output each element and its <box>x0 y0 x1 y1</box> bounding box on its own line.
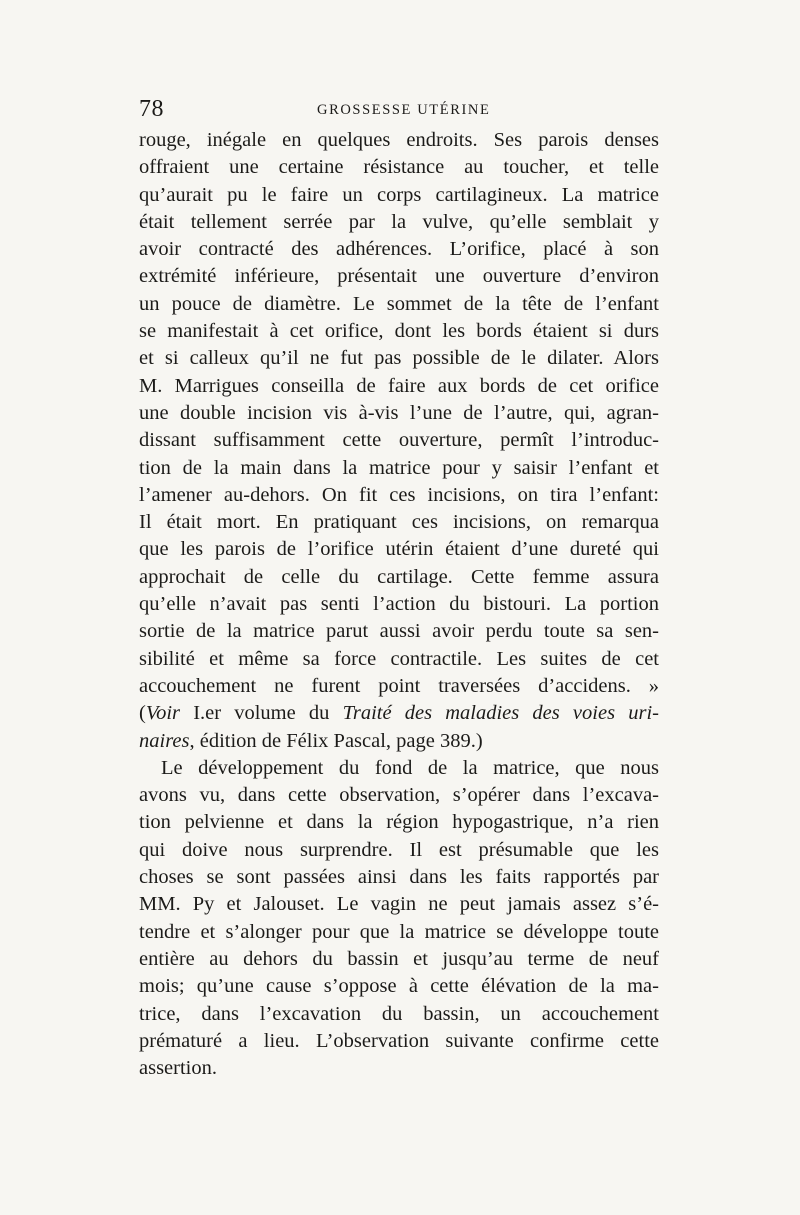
text-line: tion de la main dans la matrice pour y saisir l’enfant et <box>139 456 659 479</box>
text-line: sibilité et même sa force contractile. Les suites de cet <box>139 647 659 670</box>
text-line: que les parois de l’orifice utérin étaient d’une dureté qui <box>139 538 659 561</box>
text-line: qui doive nous surprendre. Il est présumable que les <box>139 838 659 861</box>
text-line: Le développement du fond de la matrice, que nous <box>161 756 659 779</box>
text-line: accouchement ne furent point traversées d’accidens. » <box>139 674 659 697</box>
text-line: se manifestait à cet orifice, dont les bords étaient si durs <box>139 320 659 343</box>
text-line: choses se sont passées ainsi dans les faits rapportés par <box>139 866 659 889</box>
text-line: entière au dehors du bassin et jusqu’au terme de neuf <box>139 947 659 970</box>
text-line: était tellement serrée par la vulve, qu’elle semblait y <box>139 210 659 233</box>
text-line: sortie de la matrice parut aussi avoir perdu toute sa sen- <box>139 620 659 643</box>
text-line: avons vu, dans cette observation, s’opérer dans l’excava- <box>139 784 659 807</box>
text-line: qu’aurait pu le faire un corps cartilagineux. La matrice <box>139 183 659 206</box>
citation-title: Traité des maladies des voies uri- <box>342 702 659 725</box>
text-line: une double incision vis à-vis l’une de l’autre, qui, agran- <box>139 401 659 424</box>
text-line: avoir contracté des adhérences. L’orifice, placé à son <box>139 238 659 261</box>
citation-open: ( <box>139 702 146 725</box>
citation-line-2 <box>139 728 659 755</box>
text-line: un pouce de diamètre. Le sommet de la tête de l’enfant <box>139 292 659 315</box>
text-line: M. Marrigues conseilla de faire aux bords de cet orifice <box>139 374 659 397</box>
text-line: tendre et s’alonger pour que la matrice se développe toute <box>139 920 659 943</box>
text-line: trice, dans l’excavation du bassin, un accouchement <box>139 1002 659 1025</box>
running-head: GROSSESSE UTÉRINE <box>317 102 491 118</box>
text-line: offraient une certaine résistance au toucher, et telle <box>139 156 659 179</box>
citation-volume: I.er volume du <box>180 702 343 725</box>
citation-voir: Voir <box>145 702 181 725</box>
page-number: 78 <box>139 96 164 122</box>
citation-line-1 <box>139 700 659 727</box>
body-text <box>139 127 659 1082</box>
text-line: dissant suffisamment cette ouverture, permît l’introduc- <box>139 429 659 452</box>
text-line: qu’elle n’avait pas senti l’action du bistouri. La portion <box>139 593 659 616</box>
text-line: assertion. <box>139 1057 217 1080</box>
page-header <box>139 96 659 126</box>
text-line: mois; qu’une cause s’oppose à cette élévation de la ma- <box>139 975 659 998</box>
text-line: extrémité inférieure, présentait une ouverture d’environ <box>139 265 659 288</box>
text-line: MM. Py et Jalouset. Le vagin ne peut jamais assez s’é- <box>139 893 659 916</box>
text-line: prématuré a lieu. L’observation suivante confirme cette <box>139 1029 659 1052</box>
citation-rest: , édition de Félix Pascal, page 389.) <box>189 729 483 752</box>
text-line: l’amener au-dehors. On fit ces incisions, on tira l’enfant: <box>139 483 659 506</box>
citation-title-end: naires <box>139 729 190 752</box>
text-line: approchait de celle du cartilage. Cette femme assura <box>139 565 659 588</box>
text-line: rouge, inégale en quelques endroits. Ses parois denses <box>139 129 659 151</box>
text-line: et si calleux qu’il ne fut pas possible de le dilater. Alors <box>139 347 659 370</box>
text-line: tion pelvienne et dans la région hypogastrique, n’a rien <box>139 811 659 834</box>
text-line: Il était mort. En pratiquant ces incisions, on remarqua <box>139 511 659 534</box>
